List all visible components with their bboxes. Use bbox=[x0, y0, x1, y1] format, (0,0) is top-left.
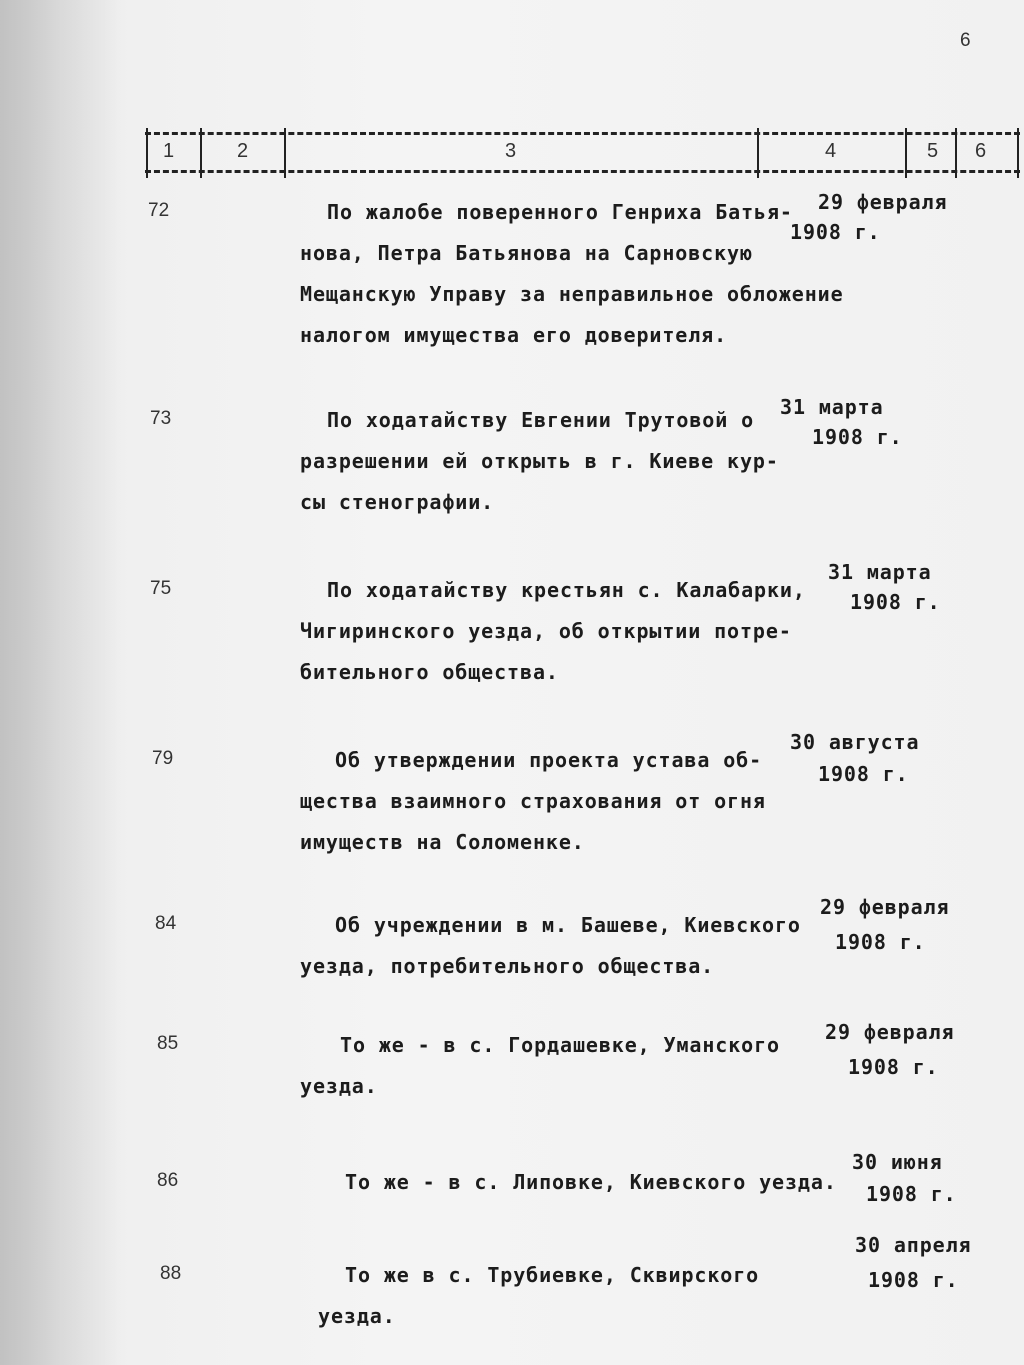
entry-date: 29 февраля bbox=[825, 1020, 955, 1044]
column-header-5: 5 bbox=[927, 140, 939, 162]
entry-date: 1908 г. bbox=[848, 1055, 939, 1079]
entry-text-line: уезда, потребительного общества. bbox=[300, 954, 715, 978]
entry-text-line: нова, Петра Батьянова на Сарновскую bbox=[300, 241, 753, 265]
entry-text-line: Мещанскую Управу за неправильное обложение bbox=[300, 282, 844, 306]
entry-text-line: уезда. bbox=[300, 1074, 378, 1098]
entry-text-line: По ходатайству крестьян с. Калабарки, bbox=[327, 578, 806, 602]
column-divider bbox=[955, 128, 957, 178]
entry-date: 1908 г. bbox=[818, 762, 909, 786]
entry-text-line: По жалобе поверенного Генриха Батья- bbox=[327, 200, 793, 224]
entry-text-line: Об учреждении в м. Башеве, Киевского bbox=[335, 913, 801, 937]
entry-number: 84 bbox=[155, 913, 177, 934]
entry-date: 29 февраля bbox=[820, 895, 950, 919]
entry-date: 1908 г. bbox=[868, 1268, 959, 1292]
column-header-1: 1 bbox=[163, 140, 175, 162]
entry-text-line: То же - в с. Липовке, Киевского уезда. bbox=[345, 1170, 837, 1194]
entry-date: 31 марта bbox=[828, 560, 932, 584]
column-divider bbox=[146, 128, 148, 178]
entry-date: 31 марта bbox=[780, 395, 884, 419]
entry-number: 85 bbox=[157, 1033, 179, 1054]
entry-text-line: сы стенографии. bbox=[300, 490, 495, 514]
column-header-2: 2 bbox=[237, 140, 249, 162]
entry-date: 1908 г. bbox=[866, 1182, 957, 1206]
entry-date: 1908 г. bbox=[812, 425, 903, 449]
entry-text-line: По ходатайству Евгении Трутовой о bbox=[327, 408, 755, 432]
column-divider bbox=[1017, 128, 1019, 178]
column-header-4: 4 bbox=[825, 140, 837, 162]
entry-date: 30 августа bbox=[790, 730, 920, 754]
entry-date: 30 апреля bbox=[855, 1233, 972, 1257]
entry-text-line: разрешении ей открыть в г. Киеве кур- bbox=[300, 449, 779, 473]
column-divider bbox=[905, 128, 907, 178]
entry-date: 1908 г. bbox=[850, 590, 941, 614]
entry-number: 75 bbox=[150, 578, 172, 599]
page-number: 6 bbox=[960, 30, 971, 51]
column-divider bbox=[284, 128, 286, 178]
column-header-3: 3 bbox=[505, 140, 517, 162]
entry-text-line: налогом имущества его доверителя. bbox=[300, 323, 728, 347]
entry-date: 1908 г. bbox=[790, 220, 881, 244]
entry-date: 1908 г. bbox=[835, 930, 926, 954]
entry-number: 72 bbox=[148, 200, 170, 221]
entry-number: 73 bbox=[150, 408, 172, 429]
header-bottom-rule bbox=[145, 170, 1020, 173]
entry-text-line: уезда. bbox=[318, 1304, 396, 1328]
entry-text-line: имуществ на Соломенке. bbox=[300, 830, 585, 854]
entry-number: 88 bbox=[160, 1263, 182, 1284]
entry-text-line: бительного общества. bbox=[300, 660, 559, 684]
entry-text-line: Об утверждении проекта устава об- bbox=[335, 748, 763, 772]
entry-date: 30 июня bbox=[852, 1150, 943, 1174]
column-divider bbox=[757, 128, 759, 178]
entry-text-line: Чигиринского уезда, об открытии потре- bbox=[300, 619, 792, 643]
entry-text-line: То же - в с. Гордашевке, Уманского bbox=[340, 1033, 780, 1057]
entry-number: 86 bbox=[157, 1170, 179, 1191]
column-divider bbox=[200, 128, 202, 178]
entry-text-line: То же в с. Трубиевке, Сквирского bbox=[345, 1263, 760, 1287]
entry-text-line: щества взаимного страхования от огня bbox=[300, 789, 766, 813]
column-header-6: 6 bbox=[975, 140, 987, 162]
header-top-rule bbox=[145, 132, 1020, 135]
entry-number: 79 bbox=[152, 748, 174, 769]
page-left-shadow bbox=[0, 0, 120, 1365]
entry-date: 29 февраля bbox=[818, 190, 948, 214]
